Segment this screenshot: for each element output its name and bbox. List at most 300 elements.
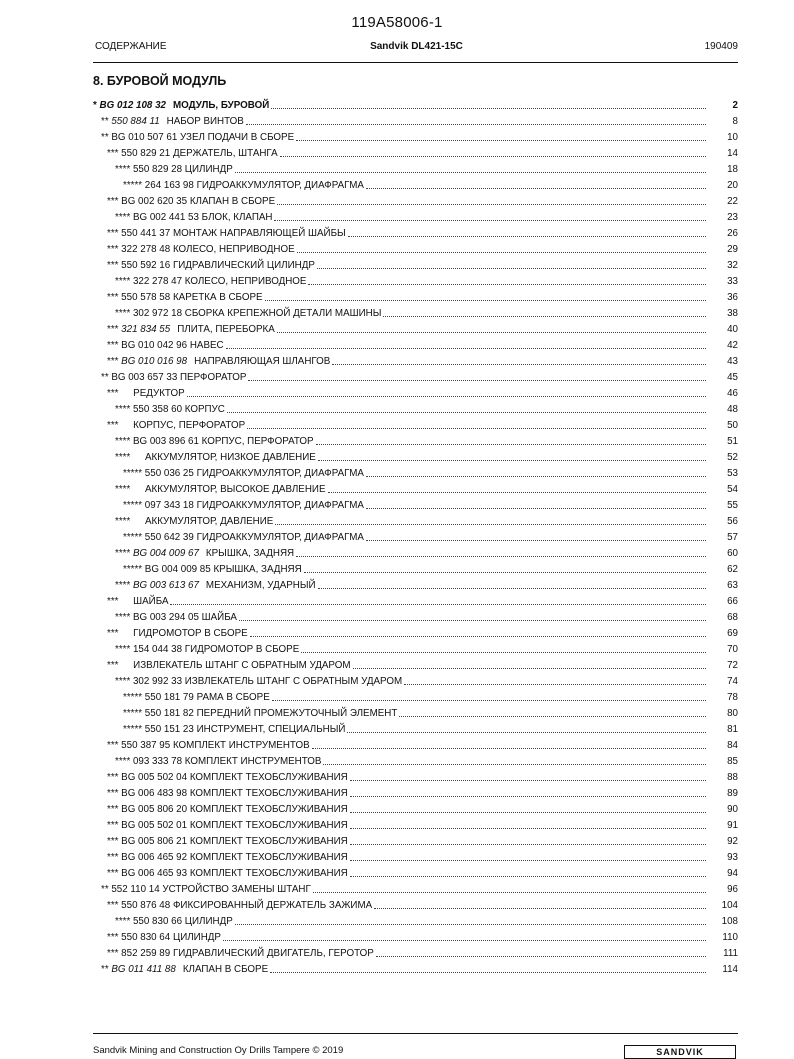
toc-part-title: КОРПУС, ПЕРФОРАТОР bbox=[201, 436, 314, 447]
toc-part-title: ГИДРАВЛИЧЕСКИЙ ЦИЛИНДР bbox=[172, 260, 315, 271]
toc-entry[interactable] bbox=[93, 464, 738, 480]
toc-entry-text bbox=[107, 804, 348, 816]
toc-part-title: НАПРАВЛЯЮЩАЯ ШЛАНГОВ bbox=[194, 356, 331, 367]
dot-leader bbox=[350, 844, 706, 845]
toc-part-title: ШАЙБА bbox=[133, 596, 169, 607]
dot-leader bbox=[313, 892, 706, 893]
toc-entry[interactable] bbox=[93, 832, 738, 848]
toc-entry[interactable] bbox=[93, 96, 738, 112]
toc-page-number: 80 bbox=[727, 708, 738, 719]
toc-level-marker: ***** bbox=[123, 500, 145, 511]
toc-entry-text bbox=[107, 932, 221, 944]
toc-level-marker: ***** bbox=[123, 564, 145, 575]
toc-part-number: BG 006 465 93 bbox=[121, 868, 188, 879]
toc-entry[interactable] bbox=[93, 624, 738, 640]
toc-entry[interactable] bbox=[93, 304, 738, 320]
toc-level-marker: *** bbox=[107, 836, 122, 847]
toc-part-number: 550 387 95 bbox=[121, 740, 171, 751]
toc-page-number: 72 bbox=[727, 660, 738, 671]
dot-leader bbox=[275, 524, 706, 525]
dot-leader bbox=[332, 364, 706, 365]
toc-entry-text bbox=[107, 340, 224, 352]
toc-part-title: ГИДРОАККУМУЛЯТОР, ДИАФРАГМА bbox=[196, 500, 364, 511]
toc-entry[interactable] bbox=[93, 960, 738, 976]
dot-leader bbox=[296, 556, 706, 557]
toc-entry[interactable] bbox=[93, 880, 738, 896]
header-divider bbox=[93, 62, 738, 63]
toc-entry[interactable] bbox=[93, 848, 738, 864]
toc-entry-text bbox=[101, 964, 268, 976]
toc-page-number: 20 bbox=[727, 180, 738, 191]
toc-entry[interactable] bbox=[93, 576, 738, 592]
dot-leader bbox=[250, 636, 706, 637]
toc-level-marker: *** bbox=[107, 804, 122, 815]
dot-leader bbox=[187, 396, 706, 397]
toc-level-marker: **** bbox=[115, 756, 133, 767]
dot-leader bbox=[223, 940, 706, 941]
toc-part-number: 550 358 60 bbox=[132, 404, 183, 415]
toc-page-number: 89 bbox=[727, 788, 738, 799]
toc-entry-text bbox=[107, 356, 330, 368]
toc-level-marker: *** bbox=[107, 228, 122, 239]
toc-level-marker: *** bbox=[107, 356, 122, 367]
section-title: 8. БУРОВОЙ МОДУЛЬ bbox=[93, 74, 227, 88]
toc-entry-text bbox=[115, 276, 306, 288]
toc-entry-text bbox=[107, 820, 348, 832]
toc-entry-text bbox=[115, 212, 272, 224]
toc-part-number: 550 830 66 bbox=[132, 916, 183, 927]
toc-part-number: BG 012 108 32 bbox=[99, 100, 166, 111]
dot-leader bbox=[265, 300, 706, 301]
toc-entry[interactable] bbox=[93, 800, 738, 816]
toc-level-marker: *** bbox=[107, 420, 122, 431]
toc-level-marker: *** bbox=[107, 868, 122, 879]
toc-entry[interactable] bbox=[93, 544, 738, 560]
toc-part-title: НАБОР ВИНТОВ bbox=[166, 116, 244, 127]
toc-page-number: 18 bbox=[727, 164, 738, 175]
toc-part-title: КОЛЕСО, НЕПРИВОДНОЕ bbox=[184, 276, 307, 287]
toc-entry-text bbox=[107, 292, 263, 304]
toc-entry[interactable] bbox=[93, 592, 738, 608]
toc-entry[interactable] bbox=[93, 656, 738, 672]
document-number: 119A58006-1 bbox=[351, 14, 443, 31]
footer-copyright: Sandvik Mining and Construction Oy Drills Tampere © 2019 bbox=[93, 1045, 344, 1056]
toc-level-marker: **** bbox=[115, 404, 133, 415]
toc-page-number: 29 bbox=[727, 244, 738, 255]
toc-entry-text bbox=[107, 852, 348, 864]
toc-entry[interactable] bbox=[93, 496, 738, 512]
toc-part-title: ГИДРОАККУМУЛЯТОР, ДИАФРАГМА bbox=[196, 468, 364, 479]
toc-entry[interactable] bbox=[93, 640, 738, 656]
dot-leader bbox=[308, 284, 706, 285]
toc-entry[interactable] bbox=[93, 816, 738, 832]
toc-page-number: 8 bbox=[732, 116, 738, 127]
toc-entry-text bbox=[107, 148, 278, 160]
toc-entry[interactable] bbox=[93, 672, 738, 688]
dot-leader bbox=[248, 380, 706, 381]
toc-entry[interactable] bbox=[93, 784, 738, 800]
toc-part-title: АККУМУЛЯТОР, НИЗКОЕ ДАВЛЕНИЕ bbox=[144, 452, 316, 463]
toc-page-number: 51 bbox=[727, 436, 738, 447]
toc-entry-text bbox=[107, 324, 275, 336]
toc-page-number: 23 bbox=[727, 212, 738, 223]
toc-entry-text bbox=[107, 660, 351, 672]
dot-leader bbox=[328, 492, 707, 493]
toc-part-number: BG 004 009 85 bbox=[144, 564, 211, 575]
toc-level-marker: ***** bbox=[123, 708, 145, 719]
toc-part-number: 322 278 47 bbox=[132, 276, 183, 287]
toc-entry[interactable] bbox=[93, 768, 738, 784]
toc-page-number: 54 bbox=[727, 484, 738, 495]
dot-leader bbox=[316, 444, 706, 445]
toc-level-marker: **** bbox=[115, 484, 133, 495]
toc-part-number: 550 036 25 bbox=[144, 468, 194, 479]
toc-part-number: 852 259 89 bbox=[121, 948, 171, 959]
toc-page-number: 52 bbox=[727, 452, 738, 463]
toc-entry-text bbox=[107, 244, 295, 256]
toc-entry[interactable] bbox=[93, 720, 738, 736]
toc-level-marker: **** bbox=[115, 916, 133, 927]
toc-part-title: ЦИЛИНДР bbox=[172, 932, 221, 943]
toc-entry[interactable] bbox=[93, 864, 738, 880]
toc-part-title: КРЫШКА, ЗАДНЯЯ bbox=[213, 564, 302, 575]
toc-entry-text bbox=[123, 564, 302, 576]
toc-entry-text bbox=[115, 452, 316, 464]
toc-page-number: 42 bbox=[727, 340, 738, 351]
toc-part-number: BG 005 806 20 bbox=[121, 804, 188, 815]
dot-leader bbox=[350, 860, 706, 861]
toc-entry-text bbox=[107, 420, 245, 432]
toc-part-number: 097 343 18 bbox=[144, 500, 194, 511]
toc-page-number: 81 bbox=[727, 724, 738, 735]
toc-entry[interactable] bbox=[93, 224, 738, 240]
toc-level-marker: *** bbox=[107, 772, 122, 783]
toc-level-marker: *** bbox=[107, 196, 122, 207]
toc-level-marker: ***** bbox=[123, 724, 145, 735]
toc-level-marker: * bbox=[93, 100, 100, 111]
toc-page-number: 91 bbox=[727, 820, 738, 831]
dot-leader bbox=[350, 796, 706, 797]
toc-part-title: КОМПЛЕКТ ИНСТРУМЕНТОВ bbox=[172, 740, 310, 751]
toc-entry[interactable] bbox=[93, 208, 738, 224]
toc-entry[interactable] bbox=[93, 320, 738, 336]
toc-entry[interactable] bbox=[93, 240, 738, 256]
toc-part-title: ШАЙБА bbox=[201, 612, 237, 623]
toc-part-number: 302 972 18 bbox=[132, 308, 183, 319]
toc-part-title: ГИДРОАККУМУЛЯТОР, ДИАФРАГМА bbox=[196, 532, 364, 543]
table-of-contents bbox=[93, 96, 738, 976]
dot-leader bbox=[404, 684, 706, 685]
dot-leader bbox=[304, 572, 706, 573]
toc-page-number: 85 bbox=[727, 756, 738, 767]
toc-entry-text bbox=[107, 868, 348, 880]
toc-part-title: ФИКСИРОВАННЫЙ ДЕРЖАТЕЛЬ ЗАЖИМА bbox=[172, 900, 373, 911]
toc-entry-text bbox=[115, 548, 294, 560]
toc-page-number: 10 bbox=[727, 132, 738, 143]
dot-leader bbox=[347, 732, 706, 733]
toc-page-number: 111 bbox=[723, 948, 738, 959]
toc-entry-text bbox=[115, 676, 402, 688]
footer-divider bbox=[93, 1033, 738, 1034]
toc-part-number: 550 181 82 bbox=[144, 708, 194, 719]
toc-level-marker: **** bbox=[115, 164, 133, 175]
toc-page-number: 78 bbox=[727, 692, 738, 703]
dot-leader bbox=[350, 812, 706, 813]
toc-part-title: КРЫШКА, ЗАДНЯЯ bbox=[205, 548, 295, 559]
toc-part-number: 093 333 78 bbox=[132, 756, 183, 767]
toc-entry-text bbox=[115, 516, 273, 528]
toc-page-number: 22 bbox=[727, 196, 738, 207]
toc-page-number: 33 bbox=[727, 276, 738, 287]
dot-leader bbox=[277, 204, 706, 205]
toc-entry[interactable] bbox=[93, 704, 738, 720]
toc-entry[interactable] bbox=[93, 560, 738, 576]
toc-page-number: 2 bbox=[732, 100, 738, 111]
toc-level-marker: **** bbox=[115, 644, 133, 655]
page-header bbox=[95, 41, 738, 55]
dot-leader bbox=[235, 924, 706, 925]
toc-level-marker: *** bbox=[107, 900, 122, 911]
toc-part-title: МОДУЛЬ, БУРОВОЙ bbox=[173, 100, 270, 111]
toc-page-number: 38 bbox=[727, 308, 738, 319]
toc-entry-text bbox=[107, 740, 310, 752]
toc-part-title: АККУМУЛЯТОР, ВЫСОКОЕ ДАВЛЕНИЕ bbox=[144, 484, 326, 495]
toc-page-number: 60 bbox=[727, 548, 738, 559]
dot-leader bbox=[170, 604, 706, 605]
toc-part-title: КОМПЛЕКТ ИНСТРУМЕНТОВ bbox=[184, 756, 322, 767]
toc-part-number: BG 002 620 35 bbox=[121, 196, 188, 207]
toc-entry[interactable] bbox=[93, 896, 738, 912]
toc-part-number: BG 002 441 53 bbox=[132, 212, 199, 223]
toc-level-marker: *** bbox=[107, 340, 122, 351]
toc-part-title: КЛАПАН В СБОРЕ bbox=[189, 196, 276, 207]
header-contents-label: СОДЕРЖАНИЕ bbox=[95, 41, 167, 52]
toc-entry[interactable] bbox=[93, 928, 738, 944]
toc-entry[interactable] bbox=[93, 128, 738, 144]
dot-leader bbox=[274, 220, 706, 221]
dot-leader bbox=[376, 956, 706, 957]
dot-leader bbox=[227, 412, 706, 413]
toc-level-marker: ** bbox=[101, 372, 112, 383]
dot-leader bbox=[226, 348, 706, 349]
toc-page-number: 14 bbox=[727, 148, 738, 159]
toc-entry-text bbox=[115, 612, 237, 624]
toc-level-marker: **** bbox=[115, 676, 133, 687]
toc-page-number: 43 bbox=[727, 356, 738, 367]
dot-leader bbox=[301, 652, 706, 653]
toc-entry[interactable] bbox=[93, 528, 738, 544]
toc-part-number: 321 834 55 bbox=[121, 324, 171, 335]
toc-level-marker: **** bbox=[115, 612, 133, 623]
toc-page-number: 84 bbox=[727, 740, 738, 751]
toc-entry-text bbox=[123, 724, 345, 736]
dot-leader bbox=[239, 620, 706, 621]
toc-entry[interactable] bbox=[93, 352, 738, 368]
toc-page-number: 69 bbox=[727, 628, 738, 639]
toc-part-number: 550 876 48 bbox=[121, 900, 171, 911]
toc-level-marker: *** bbox=[107, 596, 122, 607]
toc-entry-text bbox=[115, 580, 316, 592]
toc-entry-text bbox=[93, 100, 269, 112]
toc-entry-text bbox=[115, 916, 233, 928]
toc-level-marker: **** bbox=[115, 308, 133, 319]
dot-leader bbox=[318, 588, 706, 589]
toc-entry[interactable] bbox=[93, 736, 738, 752]
toc-part-title: РЕДУКТОР bbox=[133, 388, 185, 399]
toc-entry[interactable] bbox=[93, 752, 738, 768]
toc-entry[interactable] bbox=[93, 416, 738, 432]
dot-leader bbox=[296, 140, 706, 141]
toc-level-marker: *** bbox=[107, 788, 122, 799]
toc-part-title: ГИДРОАККУМУЛЯТОР, ДИАФРАГМА bbox=[196, 180, 364, 191]
toc-part-title: ПЕРЕДНИЙ ПРОМЕЖУТОЧНЫЙ ЭЛЕМЕНТ bbox=[196, 708, 398, 719]
toc-level-marker: ***** bbox=[123, 180, 145, 191]
toc-entry[interactable] bbox=[93, 272, 738, 288]
toc-page-number: 26 bbox=[727, 228, 738, 239]
dot-leader bbox=[350, 876, 706, 877]
toc-entry[interactable] bbox=[93, 192, 738, 208]
dot-leader bbox=[247, 428, 706, 429]
toc-entry[interactable] bbox=[93, 384, 738, 400]
toc-level-marker: *** bbox=[107, 244, 122, 255]
toc-entry-text bbox=[115, 404, 225, 416]
toc-page-number: 66 bbox=[727, 596, 738, 607]
toc-part-number: 550 578 58 bbox=[121, 292, 171, 303]
toc-page-number: 104 bbox=[721, 900, 738, 911]
toc-page-number: 32 bbox=[727, 260, 738, 271]
toc-part-number: BG 003 896 61 bbox=[132, 436, 199, 447]
toc-level-marker: **** bbox=[115, 436, 133, 447]
toc-entry[interactable] bbox=[93, 688, 738, 704]
toc-part-title: УСТРОЙСТВО ЗАМЕНЫ ШТАНГ bbox=[162, 884, 311, 895]
dot-leader bbox=[323, 764, 706, 765]
toc-part-number: BG 005 806 21 bbox=[121, 836, 188, 847]
toc-entry-text bbox=[123, 692, 270, 704]
toc-part-number: 550 642 39 bbox=[144, 532, 194, 543]
toc-entry[interactable] bbox=[93, 480, 738, 496]
dot-leader bbox=[270, 972, 706, 973]
toc-entry[interactable] bbox=[93, 432, 738, 448]
toc-entry-text bbox=[123, 532, 364, 544]
toc-page-number: 70 bbox=[727, 644, 738, 655]
toc-entry-text bbox=[115, 308, 381, 320]
dot-leader bbox=[317, 268, 706, 269]
toc-part-title: БЛОК, КЛАПАН bbox=[201, 212, 273, 223]
toc-page-number: 53 bbox=[727, 468, 738, 479]
toc-entry-text bbox=[107, 628, 248, 640]
toc-entry[interactable] bbox=[93, 400, 738, 416]
toc-level-marker: *** bbox=[107, 628, 122, 639]
toc-part-number: BG 010 507 61 bbox=[111, 132, 178, 143]
toc-page-number: 36 bbox=[727, 292, 738, 303]
toc-page-number: 110 bbox=[722, 932, 738, 943]
toc-part-title: КАРЕТКА В СБОРЕ bbox=[172, 292, 263, 303]
toc-entry-text bbox=[107, 836, 348, 848]
toc-part-title: ГИДРОМОТОР В СБОРЕ bbox=[184, 644, 300, 655]
toc-entry[interactable] bbox=[93, 112, 738, 128]
dot-leader bbox=[272, 700, 706, 701]
toc-part-number: BG 006 465 92 bbox=[121, 852, 188, 863]
toc-part-title: ИНСТРУМЕНТ, СПЕЦИАЛЬНЫЙ bbox=[196, 724, 346, 735]
toc-entry-text bbox=[107, 196, 275, 208]
toc-part-number: 302 992 33 bbox=[132, 676, 183, 687]
toc-entry-text bbox=[101, 132, 294, 144]
toc-part-title: КОМПЛЕКТ ТЕХОБСЛУЖИВАНИЯ bbox=[189, 804, 348, 815]
toc-entry[interactable] bbox=[93, 336, 738, 352]
toc-part-title: КОМПЛЕКТ ТЕХОБСЛУЖИВАНИЯ bbox=[189, 788, 348, 799]
toc-part-number: BG 011 411 88 bbox=[111, 964, 176, 975]
toc-entry[interactable] bbox=[93, 608, 738, 624]
toc-part-title: ЦИЛИНДР bbox=[184, 916, 233, 927]
toc-part-number: 550 830 64 bbox=[121, 932, 171, 943]
toc-level-marker: *** bbox=[107, 852, 122, 863]
toc-level-marker: *** bbox=[107, 740, 122, 751]
toc-part-title: КОРПУС bbox=[184, 404, 225, 415]
toc-part-title: ЦИЛИНДР bbox=[184, 164, 233, 175]
toc-part-title: ПЕРФОРАТОР bbox=[180, 372, 247, 383]
dot-leader bbox=[312, 748, 706, 749]
toc-entry-text bbox=[101, 884, 311, 896]
toc-part-title: КЛАПАН В СБОРЕ bbox=[182, 964, 269, 975]
dot-leader bbox=[280, 156, 706, 157]
toc-part-title: ИЗВЛЕКАТЕЛЬ ШТАНГ С ОБРАТНЫМ УДАРОМ bbox=[133, 660, 351, 671]
toc-entry[interactable] bbox=[93, 176, 738, 192]
toc-entry[interactable] bbox=[93, 944, 738, 960]
toc-part-title: МЕХАНИЗМ, УДАРНЫЙ bbox=[205, 580, 316, 591]
dot-leader bbox=[271, 108, 706, 109]
toc-entry[interactable] bbox=[93, 256, 738, 272]
toc-entry[interactable] bbox=[93, 912, 738, 928]
toc-entry[interactable] bbox=[93, 512, 738, 528]
toc-part-number: 550 592 16 bbox=[121, 260, 171, 271]
toc-part-number: BG 006 483 98 bbox=[121, 788, 188, 799]
toc-entry[interactable] bbox=[93, 448, 738, 464]
toc-entry-text bbox=[115, 644, 299, 656]
toc-page-number: 96 bbox=[727, 884, 738, 895]
toc-part-title: КОЛЕСО, НЕПРИВОДНОЕ bbox=[172, 244, 295, 255]
dot-leader bbox=[350, 780, 706, 781]
toc-page-number: 88 bbox=[727, 772, 738, 783]
toc-entry-text bbox=[107, 772, 348, 784]
dot-leader bbox=[235, 172, 706, 173]
toc-page-number: 55 bbox=[727, 500, 738, 511]
toc-part-title: АККУМУЛЯТОР, ДАВЛЕНИЕ bbox=[144, 516, 274, 527]
toc-entry[interactable] bbox=[93, 288, 738, 304]
toc-page-number: 46 bbox=[727, 388, 738, 399]
toc-entry-text bbox=[107, 900, 372, 912]
toc-entry-text bbox=[107, 948, 374, 960]
toc-level-marker: ** bbox=[101, 884, 112, 895]
toc-page-number: 93 bbox=[727, 852, 738, 863]
toc-entry[interactable] bbox=[93, 160, 738, 176]
dot-leader bbox=[366, 188, 706, 189]
toc-page-number: 94 bbox=[727, 868, 738, 879]
toc-entry-text bbox=[115, 436, 314, 448]
toc-entry[interactable] bbox=[93, 144, 738, 160]
dot-leader bbox=[350, 828, 706, 829]
toc-level-marker: ***** bbox=[123, 692, 145, 703]
toc-part-title: НАВЕС bbox=[189, 340, 224, 351]
toc-page-number: 56 bbox=[727, 516, 738, 527]
toc-part-number: 552 110 14 bbox=[111, 884, 160, 895]
toc-level-marker: **** bbox=[115, 516, 133, 527]
dot-leader bbox=[366, 540, 706, 541]
toc-entry[interactable] bbox=[93, 368, 738, 384]
toc-part-title: КОМПЛЕКТ ТЕХОБСЛУЖИВАНИЯ bbox=[189, 772, 348, 783]
toc-part-title: КОМПЛЕКТ ТЕХОБСЛУЖИВАНИЯ bbox=[189, 852, 348, 863]
toc-level-marker: ** bbox=[101, 132, 112, 143]
toc-level-marker: ** bbox=[101, 964, 112, 975]
